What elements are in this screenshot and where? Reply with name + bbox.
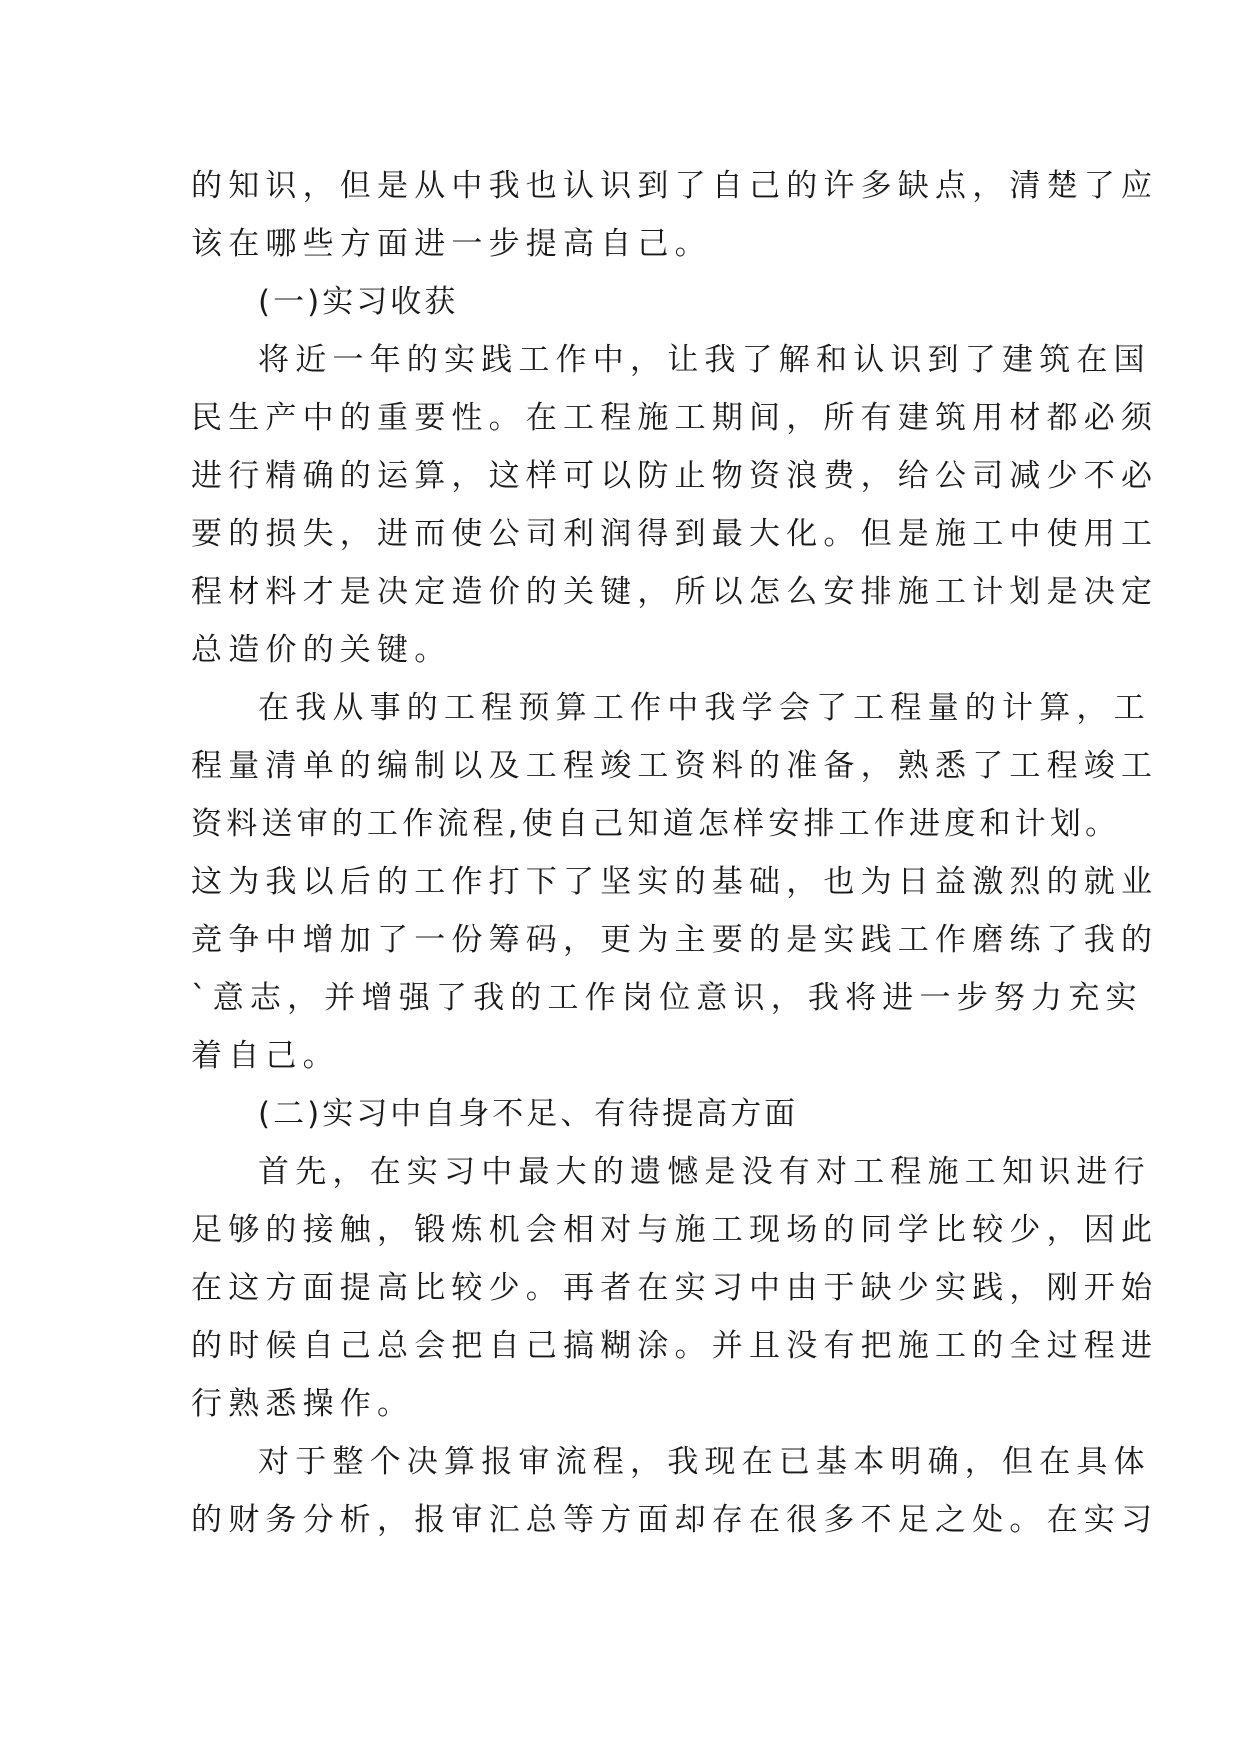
text-line: 足够的接触，锻炼机会相对与施工现场的同学比较少，因此 [191, 1212, 1159, 1248]
text-line: 在这方面提高比较少。再者在实习中由于缺少实践，刚开始 [191, 1270, 1159, 1306]
paragraph-first-line: 在我从事的工程预算工作中我学会了工程量的计算，工 [258, 690, 1151, 726]
text-line: 该在哪些方面进一步提高自己。 [191, 226, 712, 262]
text-line: 程材料才是决定造价的关键，所以怎么安排施工计划是决定 [191, 574, 1159, 610]
text-line: 这为我以后的工作打下了坚实的基础，也为日益激烈的就业 [191, 864, 1159, 900]
paragraph-first-line: 首先，在实习中最大的遗憾是没有对工程施工知识进行 [258, 1154, 1151, 1190]
text-line: `意志，并增强了我的工作岗位意识，我将进一步努力充实 [191, 980, 1143, 1016]
text-line: 程量清单的编制以及工程竣工资料的准备，熟悉了工程竣工 [191, 748, 1159, 784]
text-line: 着自己。 [191, 1038, 340, 1074]
section-heading: (二)实习中自身不足、有待提高方面 [258, 1096, 799, 1132]
paragraph-first-line: 对于整个决算报审流程，我现在已基本明确，但在具体 [258, 1444, 1151, 1480]
text-line: 的财务分析，报审汇总等方面却存在很多不足之处。在实习 [191, 1502, 1159, 1538]
text-line: 进行精确的运算，这样可以防止物资浪费，给公司减少不必 [191, 458, 1159, 494]
section-heading: (一)实习收获 [258, 284, 459, 320]
text-line: 总造价的关键。 [191, 632, 452, 668]
text-line: 行熟悉操作。 [191, 1386, 415, 1422]
paragraph-first-line: 将近一年的实践工作中，让我了解和认识到了建筑在国 [258, 342, 1151, 378]
text-line: 要的损失，进而使公司利润得到最大化。但是施工中使用工 [191, 516, 1159, 552]
text-line: 的知识，但是从中我也认识到了自己的许多缺点，清楚了应 [191, 168, 1159, 204]
text-line: 民生产中的重要性。在工程施工期间，所有建筑用材都必须 [191, 400, 1159, 436]
text-line: 资料送审的工作流程,使自己知道怎样安排工作进度和计划。 [191, 806, 1121, 842]
text-line: 竞争中增加了一份筹码，更为主要的是实践工作磨练了我的 [191, 922, 1159, 958]
text-line: 的时候自己总会把自己搞糊涂。并且没有把施工的全过程进 [191, 1328, 1159, 1364]
